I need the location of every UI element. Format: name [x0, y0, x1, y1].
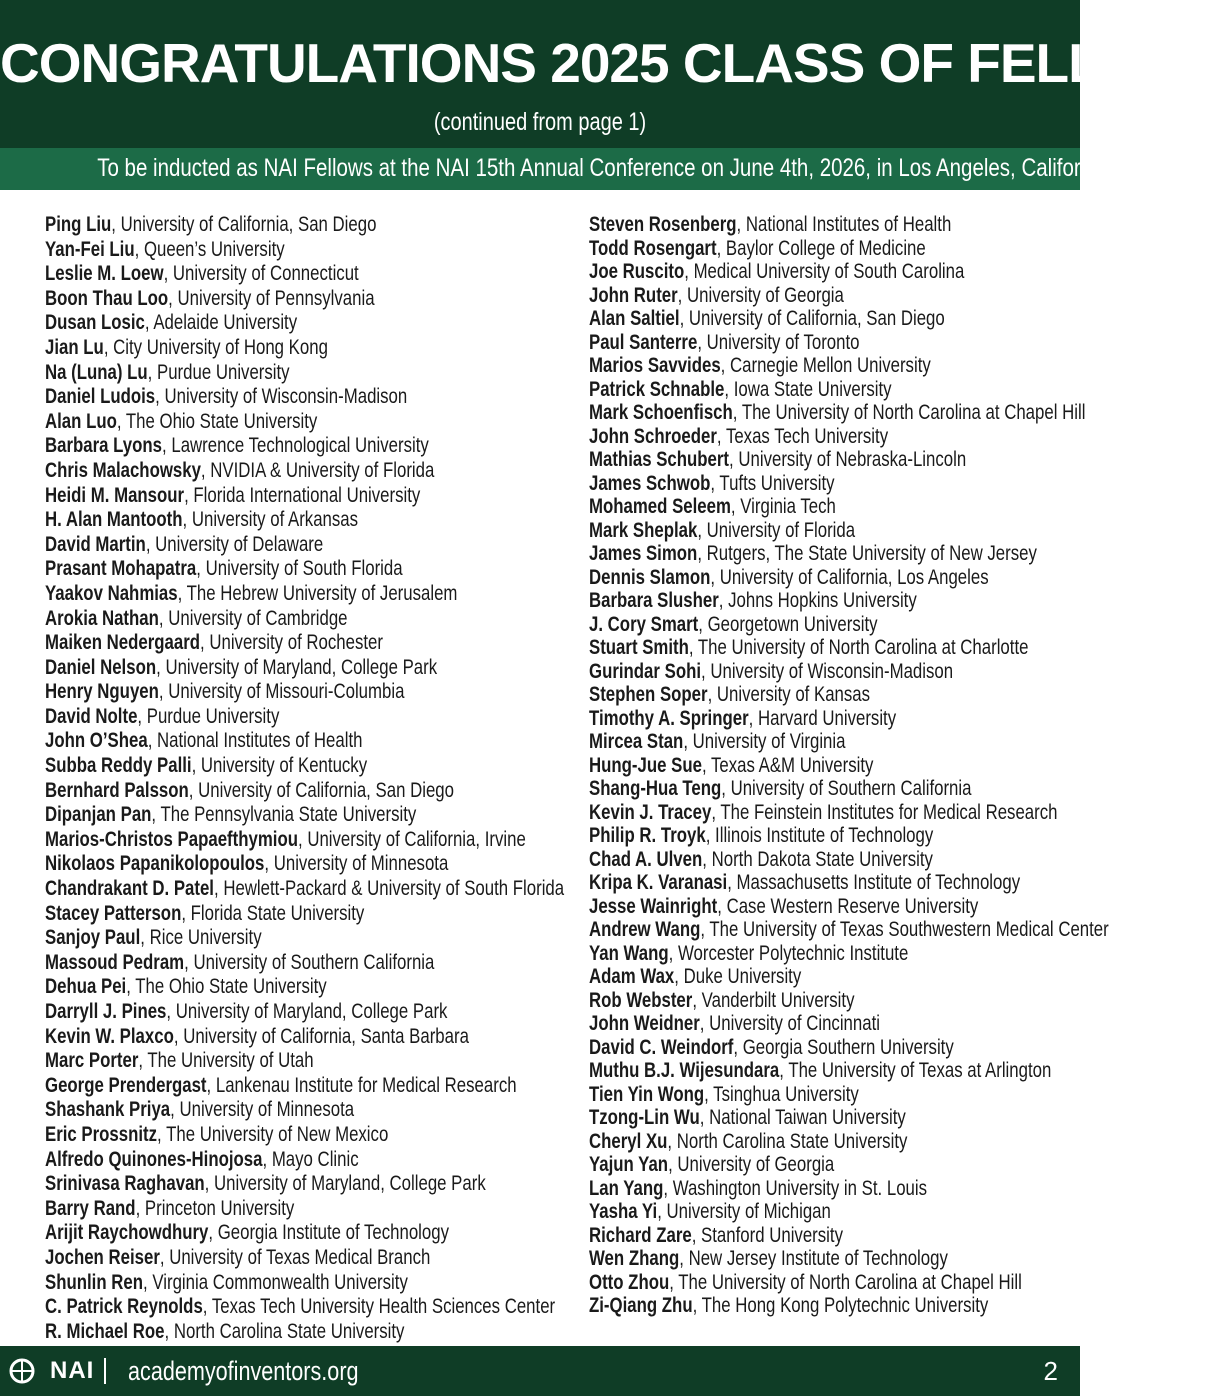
fellow-name: Patrick Schnable	[589, 377, 725, 401]
fellow-affiliation: Tsinghua University	[713, 1082, 859, 1106]
fellow-entry: Barry Rand, Princeton University	[45, 1196, 295, 1220]
fellow-entry: Na (Luna) Lu, Purdue University	[45, 360, 290, 384]
fellow-name: Shashank Priya	[45, 1098, 171, 1122]
fellow-name: Leslie M. Loew	[45, 262, 164, 286]
fellow-entry: Boon Thau Loo, University of Pennsylvania	[45, 286, 375, 310]
fellow-name: Otto Zhou	[589, 1270, 670, 1294]
fellow-name: James Schwob	[589, 471, 711, 495]
fellow-name: R. Michael Roe	[45, 1319, 165, 1343]
fellow-affiliation: Florida State University	[190, 901, 365, 925]
fellow-entry: Leslie M. Loew, University of Connecticut	[45, 262, 359, 286]
fellow-name: Jesse Wainright	[589, 894, 718, 918]
fellow-affiliation: University of Florida	[706, 518, 856, 542]
fellow-affiliation: University of Maryland, College Park	[175, 1000, 448, 1023]
fellow-name: Marios-Christos Papaefthymiou	[45, 827, 298, 851]
fellow-affiliation: The University of North Carolina at Chapel Hill	[678, 1270, 1022, 1294]
fellow-entry: Daniel Ludois, University of Wisconsin-Madison	[45, 385, 408, 409]
fellow-name: Andrew Wang	[589, 918, 701, 941]
fellow-entry: Timothy A. Springer, Harvard University	[589, 706, 897, 730]
fellow-affiliation: University of California, Los Angeles	[719, 565, 989, 589]
fellow-affiliation: University of Kentucky	[200, 754, 368, 778]
fellow-entry: Mark Sheplak, University of Florida	[589, 518, 856, 542]
fellow-entry: James Schwob, Tufts University	[589, 471, 835, 495]
fellow-affiliation: NVIDIA & University of Florida	[210, 458, 435, 482]
fellow-entry: George Prendergast, Lankenau Institute for Medical Research	[45, 1073, 517, 1097]
fellow-name: Gurindar Sohi	[589, 659, 702, 683]
fellow-entry: Zi-Qiang Zhu, The Hong Kong Polytechnic University	[589, 1294, 989, 1317]
fellow-entry: Joe Ruscito, Medical University of South Carolina	[589, 260, 965, 283]
fellow-entry: Shashank Priya, University of Minnesota	[45, 1098, 355, 1122]
fellow-name: Stuart Smith	[589, 636, 689, 659]
fellow-affiliation: Hewlett-Packard & University of South Florida	[223, 877, 565, 901]
fellow-entry: Heidi M. Mansour, Florida International University	[45, 483, 421, 507]
fellow-entry: John Ruter, University of Georgia	[589, 283, 844, 307]
fellow-entry: Mark Schoenfisch, The University of North Carolina at Chapel Hill	[589, 401, 1086, 424]
website-link[interactable]: academyofinventors.org	[128, 1356, 359, 1386]
fellow-affiliation: University of Southern California	[730, 777, 972, 800]
fellow-affiliation: National Institutes of Health	[157, 729, 363, 753]
fellow-entry: Daniel Nelson, University of Maryland, College Park	[45, 655, 438, 679]
fellow-name: Alan Saltiel	[589, 307, 680, 330]
fellow-name: Rob Webster	[589, 988, 693, 1012]
fellow-name: Mircea Stan	[589, 730, 684, 753]
fellow-name: Yan Wang	[589, 941, 669, 965]
fellow-name: Subba Reddy Palli	[45, 754, 192, 778]
fellow-name: Prasant Mohapatra	[45, 557, 197, 581]
fellow-entry: Shang-Hua Teng, University of Southern California	[589, 777, 972, 800]
fellow-affiliation: University of Wisconsin-Madison	[164, 385, 408, 409]
fellow-affiliation: University of California, San Diego	[198, 778, 454, 802]
fellow-name: Henry Nguyen	[45, 680, 159, 704]
fellow-entry: Kevin W. Plaxco, University of California, Santa Barbara	[45, 1024, 469, 1048]
fellow-name: Dehua Pei	[45, 975, 127, 999]
fellow-affiliation: The University of North Carolina at Chapel Hill	[741, 401, 1086, 424]
fellow-name: Boon Thau Loo	[45, 286, 169, 310]
fellow-name: Arijit Raychowdhury	[45, 1221, 209, 1245]
fellow-affiliation: The Hebrew University of Jerusalem	[186, 581, 458, 605]
fellow-name: John Weidner	[589, 1012, 700, 1035]
fellow-entry: Lan Yang, Washington University in St. Louis	[589, 1176, 928, 1200]
fellow-entry: Nikolaos Papanikolopoulos, University of Minnesota	[45, 852, 449, 876]
fellow-affiliation: University of Arkansas	[191, 508, 359, 532]
induction-strip	[0, 148, 1109, 190]
fellow-name: Dusan Losic	[45, 311, 145, 335]
fellow-name: Shang-Hua Teng	[589, 777, 722, 800]
fellow-affiliation: Rutgers, The State University of New Jersey	[706, 542, 1037, 565]
fellow-entry: Massoud Pedram, University of Southern California	[45, 950, 435, 974]
fellow-name: Cheryl Xu	[589, 1129, 668, 1153]
fellow-name: David C. Weindorf	[589, 1035, 734, 1059]
fellow-name: C. Patrick Reynolds	[45, 1295, 203, 1319]
fellow-name: Kevin J. Tracey	[589, 800, 712, 824]
fellow-entry: Chandrakant D. Patel, Hewlett-Packard & University of South Florida	[45, 877, 565, 901]
fellow-affiliation: University of Minnesota	[179, 1098, 355, 1122]
fellow-entry: Cheryl Xu, North Carolina State University	[589, 1129, 908, 1153]
fellow-affiliation: Texas A&M University	[710, 753, 874, 777]
fellow-entry: Shunlin Ren, Virginia Commonwealth University	[45, 1270, 408, 1294]
fellow-affiliation: University of Rochester	[209, 631, 383, 655]
fellow-name: Wen Zhang	[589, 1247, 680, 1270]
fellow-affiliation: Duke University	[683, 965, 802, 988]
fellow-affiliation: Carnegie Mellon University	[730, 354, 931, 377]
fellow-affiliation: Adelaide University	[153, 311, 298, 335]
fellow-name: Joe Ruscito	[589, 260, 685, 283]
footer-bar	[0, 1346, 1080, 1396]
fellow-entry: Eric Prossnitz, The University of New Mexico	[45, 1122, 389, 1146]
fellow-entry: R. Michael Roe, North Carolina State University	[45, 1319, 405, 1343]
fellow-entry: Dipanjan Pan, The Pennsylvania State University	[45, 803, 417, 827]
fellow-name: Kevin W. Plaxco	[45, 1024, 174, 1048]
fellow-entry: Chris Malachowsky, NVIDIA & University of Florida	[45, 458, 435, 482]
fellow-entry: Tien Yin Wong, Tsinghua University	[589, 1082, 859, 1106]
induction-note: To be inducted as NAI Fellows at the NAI 15th Annual Conference on June 4th, 2026, in Los Angeles, California	[97, 154, 1109, 182]
fellow-entry: Rob Webster, Vanderbilt University	[589, 988, 855, 1012]
fellow-entry: Chad A. Ulven, North Dakota State University	[589, 847, 933, 871]
fellow-affiliation: The University of Texas Southwestern Medical Center	[709, 918, 1109, 941]
fellow-entry: C. Patrick Reynolds, Texas Tech University Health Sciences Center	[45, 1295, 556, 1319]
fellow-name: Jochen Reiser	[45, 1245, 160, 1269]
fellow-affiliation: Florida International University	[193, 483, 421, 507]
fellow-entry: John Weidner, University of Cincinnati	[589, 1012, 880, 1035]
fellow-affiliation: The Ohio State University	[125, 409, 318, 433]
fellow-affiliation: Lawrence Technological University	[171, 434, 429, 458]
fellow-entry: Barbara Lyons, Lawrence Technological University	[45, 434, 429, 458]
fellow-name: David Nolte	[45, 704, 138, 728]
fellow-name: Jian Lu	[45, 335, 104, 359]
fellow-name: Tzong-Lin Wu	[589, 1106, 700, 1129]
fellow-entry: Yaakov Nahmias, The Hebrew University of Jerusalem	[45, 581, 458, 605]
fellow-entry: Mohamed Seleem, Virginia Tech	[589, 495, 836, 518]
fellow-name: Darryll J. Pines	[45, 1000, 167, 1023]
fellow-affiliation: Texas Tech University	[725, 424, 889, 448]
fellow-affiliation: Medical University of South Carolina	[693, 260, 965, 283]
fellow-affiliation: Virginia Commonwealth University	[152, 1270, 408, 1294]
fellow-name: Barbara Slusher	[589, 589, 719, 612]
fellow-name: George Prendergast	[45, 1073, 207, 1097]
fellow-name: Stephen Soper	[589, 683, 708, 706]
fellow-name: Muthu B.J. Wijesundara	[589, 1059, 780, 1082]
fellow-affiliation: Illinois Institute of Technology	[715, 824, 934, 847]
fellow-entry: Otto Zhou, The University of North Carolina at Chapel Hill	[589, 1270, 1022, 1294]
fellow-affiliation: University of Texas Medical Branch	[169, 1245, 431, 1269]
fellows-list-left	[45, 213, 565, 1344]
fellow-affiliation: City University of Hong Kong	[113, 335, 328, 359]
fellow-name: Arokia Nathan	[45, 606, 159, 630]
fellow-affiliation: University of Georgia	[677, 1153, 835, 1176]
fellow-name: Srinivasa Raghavan	[45, 1172, 205, 1196]
fellow-name: Hung-Jue Sue	[589, 753, 702, 777]
fellow-name: Yaakov Nahmias	[45, 581, 178, 605]
fellow-affiliation: The Hong Kong Polytechnic University	[701, 1294, 989, 1317]
fellow-affiliation: Tufts University	[719, 471, 835, 495]
fellow-entry: Sanjoy Paul, Rice University	[45, 926, 262, 950]
fellow-name: Heidi M. Mansour	[45, 483, 185, 507]
fellow-name: Ping Liu	[45, 213, 112, 236]
fellow-entry: David Martin, University of Delaware	[45, 532, 324, 556]
fellow-name: Daniel Nelson	[45, 655, 157, 679]
fellow-name: Barbara Lyons	[45, 434, 163, 458]
page-title: CONGRATULATIONS 2025 CLASS OF FELLOWS	[0, 32, 1229, 94]
fellow-affiliation: Baylor College of Medicine	[725, 236, 926, 260]
fellow-entry: Todd Rosengart, Baylor College of Medicine	[589, 236, 926, 260]
fellow-name: James Simon	[589, 542, 698, 565]
fellow-affiliation: Purdue University	[146, 704, 280, 728]
fellow-entry: David Nolte, Purdue University	[45, 704, 280, 728]
fellow-affiliation: University of Pennsylvania	[177, 286, 375, 310]
fellow-affiliation: Purdue University	[157, 360, 290, 384]
fellow-entry: Philip R. Troyk, Illinois Institute of Technology	[589, 824, 934, 847]
nai-logo	[8, 1356, 116, 1386]
fellow-affiliation: New Jersey Institute of Technology	[688, 1247, 948, 1270]
fellow-name: Bernhard Palsson	[45, 778, 189, 802]
fellow-entry: Dusan Losic, Adelaide University	[45, 311, 298, 335]
fellow-affiliation: University of Nebraska-Lincoln	[738, 448, 967, 471]
fellow-entry: Stuart Smith, The University of North Carolina at Charlotte	[589, 636, 1029, 659]
fellow-entry: Gurindar Sohi, University of Wisconsin-Madison	[589, 659, 954, 683]
fellow-affiliation: University of California, San Diego	[688, 307, 945, 330]
fellow-entry: J. Cory Smart, Georgetown University	[589, 612, 878, 636]
logo-divider	[104, 1358, 106, 1384]
fellow-name: Stacey Patterson	[45, 901, 182, 925]
fellow-affiliation: North Carolina State University	[173, 1319, 405, 1343]
fellow-entry: Srinivasa Raghavan, University of Maryland, College Park	[45, 1172, 486, 1196]
fellow-name: John O’Shea	[45, 729, 148, 753]
fellow-entry: Adam Wax, Duke University	[589, 965, 802, 988]
fellow-name: Dennis Slamon	[589, 565, 711, 589]
fellow-affiliation: University of Missouri-Columbia	[168, 680, 405, 704]
fellow-name: Maiken Nedergaard	[45, 631, 200, 655]
fellow-name: Richard Zare	[589, 1223, 692, 1247]
fellow-affiliation: The Ohio State University	[135, 975, 327, 999]
fellow-entry: Bernhard Palsson, University of California, San Diego	[45, 778, 454, 802]
fellow-entry: Henry Nguyen, University of Missouri-Columbia	[45, 680, 405, 704]
fellow-entry: Marc Porter, The University of Utah	[45, 1049, 314, 1073]
fellow-name: Alfredo Quinones-Hinojosa	[45, 1147, 263, 1171]
fellow-entry: Kevin J. Tracey, The Feinstein Institutes for Medical Research	[589, 800, 1058, 824]
fellow-entry: Arijit Raychowdhury, Georgia Institute of Technology	[45, 1221, 450, 1245]
fellow-affiliation: University of Maryland, College Park	[165, 655, 438, 679]
fellow-name: Mark Schoenfisch	[589, 401, 733, 424]
fellow-affiliation: Virginia Tech	[740, 495, 836, 518]
fellow-name: Yasha Yi	[589, 1200, 658, 1223]
header-banner	[0, 0, 1229, 148]
fellow-entry: James Simon, Rutgers, The State University of New Jersey	[589, 542, 1037, 565]
fellow-name: Marios Savvides	[589, 354, 721, 377]
fellow-affiliation: University of Toronto	[706, 330, 860, 354]
fellow-entry: Alan Saltiel, University of California, San Diego	[589, 307, 945, 330]
fellow-affiliation: The Feinstein Institutes for Medical Research	[720, 800, 1058, 824]
fellow-entry: Ping Liu, University of California, San Diego	[45, 213, 377, 236]
fellow-affiliation: Georgetown University	[707, 612, 878, 636]
fellow-affiliation: Georgia Institute of Technology	[217, 1221, 450, 1245]
fellow-name: John Ruter	[589, 283, 678, 307]
fellow-affiliation: University of South Florida	[205, 557, 403, 581]
fellow-name: Dipanjan Pan	[45, 803, 152, 827]
fellow-name: Steven Rosenberg	[589, 213, 737, 236]
fellow-affiliation: Rice University	[149, 926, 262, 950]
fellow-name: Chandrakant D. Patel	[45, 877, 214, 901]
fellow-affiliation: University of Cincinnati	[709, 1012, 880, 1035]
fellow-entry: John O’Shea, National Institutes of Health	[45, 729, 363, 753]
fellow-name: J. Cory Smart	[589, 612, 699, 636]
fellow-name: Mathias Schubert	[589, 448, 730, 471]
fellow-entry: Prasant Mohapatra, University of South Florida	[45, 557, 403, 581]
fellow-name: Barry Rand	[45, 1196, 136, 1220]
fellow-name: Yan-Fei Liu	[45, 237, 135, 261]
fellow-name: Chad A. Ulven	[589, 847, 703, 871]
fellow-affiliation: University of California, Santa Barbara	[183, 1024, 469, 1048]
fellow-name: H. Alan Mantooth	[45, 508, 183, 532]
fellow-name: David Martin	[45, 532, 146, 556]
fellow-entry: Dehua Pei, The Ohio State University	[45, 975, 327, 999]
fellow-entry: Dennis Slamon, University of California, Los Angeles	[589, 565, 989, 589]
fellow-name: Mohamed Seleem	[589, 495, 731, 518]
fellow-entry: Yan Wang, Worcester Polytechnic Institute	[589, 941, 909, 965]
fellow-entry: Stacey Patterson, Florida State University	[45, 901, 365, 925]
fellow-affiliation: Massachusetts Institute of Technology	[736, 871, 1021, 894]
nai-logo-icon	[8, 1356, 48, 1386]
fellows-list-right	[589, 213, 1109, 1318]
fellow-affiliation: University of Michigan	[666, 1200, 831, 1223]
fellow-entry: Wen Zhang, New Jersey Institute of Technology	[589, 1247, 948, 1270]
fellow-name: Todd Rosengart	[589, 236, 717, 260]
fellow-entry: Yajun Yan, University of Georgia	[589, 1153, 835, 1176]
fellow-entry: Steven Rosenberg, National Institutes of Health	[589, 213, 952, 236]
fellow-entry: Jesse Wainright, Case Western Reserve University	[589, 894, 979, 918]
fellow-entry: Stephen Soper, University of Kansas	[589, 683, 871, 706]
fellow-name: Timothy A. Springer	[589, 706, 749, 730]
fellow-entry: Subba Reddy Palli, University of Kentucky	[45, 754, 368, 778]
fellow-affiliation: Vanderbilt University	[701, 988, 855, 1012]
fellow-affiliation: The Pennsylvania State University	[160, 803, 417, 827]
fellow-name: Zi-Qiang Zhu	[589, 1294, 693, 1317]
fellow-affiliation: Georgia Southern University	[742, 1035, 954, 1059]
fellow-name: Eric Prossnitz	[45, 1122, 158, 1146]
fellow-name: Na (Luna) Lu	[45, 360, 148, 384]
fellow-affiliation: Harvard University	[757, 706, 897, 730]
fellow-entry: Paul Santerre, University of Toronto	[589, 330, 860, 354]
fellow-entry: Barbara Slusher, Johns Hopkins University	[589, 589, 917, 612]
fellow-name: Alan Luo	[45, 409, 117, 433]
fellow-affiliation: Stanford University	[701, 1223, 843, 1247]
fellow-entry: David C. Weindorf, Georgia Southern University	[589, 1035, 954, 1059]
page-number: 2	[1043, 1356, 1058, 1386]
fellow-name: Adam Wax	[589, 965, 675, 988]
fellow-entry: Mathias Schubert, University of Nebraska-Lincoln	[589, 448, 967, 471]
fellow-entry: Yan-Fei Liu, Queen’s University	[45, 237, 285, 261]
fellow-name: Paul Santerre	[589, 330, 698, 354]
fellow-entry: Patrick Schnable, Iowa State University	[589, 377, 892, 401]
fellow-affiliation: North Dakota State University	[711, 847, 933, 871]
fellow-affiliation: University of Cambridge	[168, 606, 348, 630]
fellow-name: Daniel Ludois	[45, 385, 156, 409]
fellow-affiliation: Washington University in St. Louis	[672, 1176, 928, 1200]
fellow-affiliation: Princeton University	[144, 1196, 295, 1220]
fellow-name: Philip R. Troyk	[589, 824, 706, 847]
fellow-entry: Alfredo Quinones-Hinojosa, Mayo Clinic	[45, 1147, 359, 1171]
fellow-name: Sanjoy Paul	[45, 926, 141, 950]
fellow-affiliation: Texas Tech University Health Sciences Center	[211, 1295, 556, 1319]
fellow-affiliation: The University of Utah	[147, 1049, 314, 1073]
fellow-affiliation: National Taiwan University	[709, 1106, 906, 1129]
fellow-entry: Kripa K. Varanasi, Massachusetts Institute of Technology	[589, 871, 1021, 894]
fellow-affiliation: Mayo Clinic	[271, 1147, 359, 1171]
fellow-entry: H. Alan Mantooth, University of Arkansas	[45, 508, 359, 532]
fellow-entry: Mircea Stan, University of Virginia	[589, 730, 846, 753]
fellow-affiliation: Johns Hopkins University	[728, 589, 917, 612]
fellow-affiliation: University of Southern California	[193, 950, 435, 974]
fellow-entry: Jian Lu, City University of Hong Kong	[45, 335, 328, 359]
fellow-affiliation: University of Virginia	[692, 730, 846, 753]
fellow-entry: Marios-Christos Papaefthymiou, University of California, Irvine	[45, 827, 526, 851]
fellow-name: Lan Yang	[589, 1176, 664, 1200]
fellow-affiliation: Case Western Reserve University	[726, 894, 979, 918]
fellow-affiliation: National Institutes of Health	[745, 213, 952, 236]
fellow-entry: Tzong-Lin Wu, National Taiwan University	[589, 1106, 906, 1129]
fellow-affiliation: University of Connecticut	[172, 262, 359, 286]
fellow-affiliation: University of California, San Diego	[120, 213, 377, 236]
fellow-affiliation: University of Wisconsin-Madison	[710, 659, 954, 683]
fellow-entry: Richard Zare, Stanford University	[589, 1223, 843, 1247]
fellow-entry: Muthu B.J. Wijesundara, The University of Texas at Arlington	[589, 1059, 1052, 1082]
fellow-affiliation: University of Georgia	[687, 283, 844, 307]
fellow-entry: Yasha Yi, University of Michigan	[589, 1200, 831, 1223]
fellow-affiliation: The University of North Carolina at Charlotte	[697, 636, 1029, 659]
page-subtitle: (continued from page 1)	[433, 108, 647, 136]
fellow-affiliation: Worcester Polytechnic Institute	[678, 941, 909, 965]
fellow-name: Yajun Yan	[589, 1153, 669, 1176]
fellow-name: Marc Porter	[45, 1049, 139, 1073]
fellow-entry: Marios Savvides, Carnegie Mellon University	[589, 354, 931, 377]
fellow-affiliation: University of California, Irvine	[307, 827, 526, 851]
fellow-entry: Arokia Nathan, University of Cambridge	[45, 606, 348, 630]
fellow-affiliation: Queen’s University	[143, 237, 285, 261]
fellow-affiliation: University of Minnesota	[273, 852, 449, 876]
fellow-entry: Jochen Reiser, University of Texas Medical Branch	[45, 1245, 431, 1269]
fellow-name: Shunlin Ren	[45, 1270, 143, 1294]
fellow-affiliation: Iowa State University	[733, 377, 892, 401]
nai-logo-text: NAI	[50, 1357, 95, 1384]
fellow-name: Nikolaos Papanikolopoulos	[45, 852, 265, 876]
fellow-entry: Maiken Nedergaard, University of Rochester	[45, 631, 383, 655]
fellow-entry: Hung-Jue Sue, Texas A&M University	[589, 753, 874, 777]
fellow-name: John Schroeder	[589, 424, 717, 448]
fellow-name: Kripa K. Varanasi	[589, 871, 728, 894]
fellow-name: Tien Yin Wong	[589, 1082, 705, 1106]
fellow-name: Mark Sheplak	[589, 518, 698, 542]
fellow-entry: John Schroeder, Texas Tech University	[589, 424, 889, 448]
fellow-affiliation: The University of Texas at Arlington	[788, 1059, 1052, 1082]
fellow-affiliation: University of Delaware	[155, 532, 324, 556]
fellow-affiliation: University of Kansas	[716, 683, 871, 706]
fellow-affiliation: Lankenau Institute for Medical Research	[215, 1073, 517, 1097]
fellow-affiliation: The University of New Mexico	[166, 1122, 389, 1146]
fellow-entry: Darryll J. Pines, University of Maryland, College Park	[45, 1000, 448, 1023]
fellow-entry: Alan Luo, The Ohio State University	[45, 409, 318, 433]
fellow-affiliation: University of Maryland, College Park	[214, 1172, 486, 1196]
fellow-name: Chris Malachowsky	[45, 458, 201, 482]
fellow-entry: Andrew Wang, The University of Texas Southwestern Medical Center	[589, 918, 1109, 941]
fellow-affiliation: North Carolina State University	[676, 1129, 908, 1153]
fellow-name: Massoud Pedram	[45, 950, 185, 974]
